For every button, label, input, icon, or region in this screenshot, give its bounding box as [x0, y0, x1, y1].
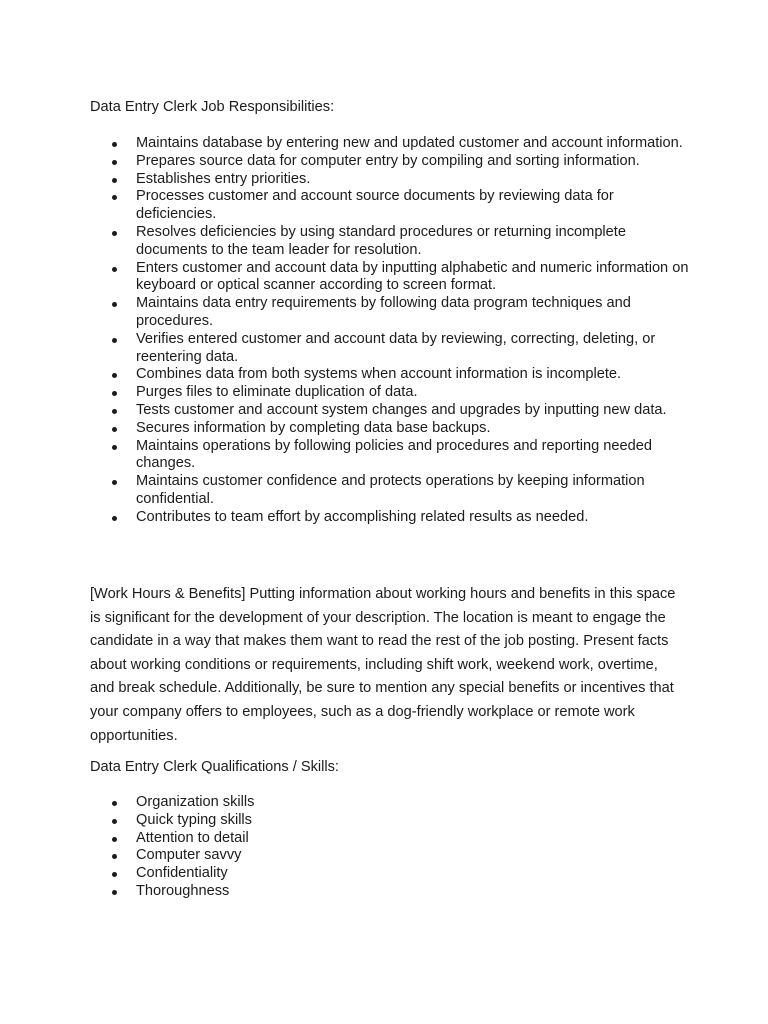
- list-item: [90, 865, 690, 883]
- list-item: [90, 438, 690, 474]
- list-item: [90, 473, 690, 509]
- list-item: [90, 830, 690, 848]
- list-item-text: Attention to detail: [136, 829, 249, 846]
- bullet-icon: [112, 890, 117, 895]
- bullet-icon: [112, 872, 117, 877]
- bullet-icon: [112, 391, 117, 396]
- list-item-text: Quick typing skills: [136, 811, 252, 828]
- list-item-text: Confidentiality: [136, 865, 228, 882]
- bullet-icon: [112, 837, 117, 842]
- list-item: [90, 260, 690, 296]
- bullet-icon: [112, 854, 117, 859]
- bullet-icon: [112, 409, 117, 414]
- bullet-icon: [112, 480, 117, 485]
- list-item-text: Tests customer and account system changes and upgrades by inputting new data.: [136, 401, 667, 418]
- list-item-text: Secures information by completing data base backups.: [136, 419, 491, 436]
- list-item-text: Contributes to team effort by accomplishing related results as needed.: [136, 508, 589, 525]
- list-item: [90, 812, 690, 830]
- list-item-text: Establishes entry priorities.: [136, 170, 311, 187]
- bullet-icon: [112, 445, 117, 450]
- list-item-text: Organization skills: [136, 794, 255, 810]
- list-item-text: Thoroughness: [136, 882, 230, 899]
- bullet-icon: [112, 373, 117, 378]
- bullet-icon: [112, 231, 117, 236]
- bullet-icon: [112, 178, 117, 183]
- bullet-icon: [112, 142, 117, 147]
- list-item: [90, 509, 690, 527]
- responsibilities-heading: Data Entry Clerk Job Responsibilities:: [90, 99, 335, 115]
- list-item: [90, 171, 690, 189]
- list-item-text: Resolves deficiencies by using standard procedures or returning incomplete documents to the team leader for resolution.: [136, 223, 626, 258]
- bullet-icon: [112, 801, 117, 806]
- list-item: [90, 794, 690, 812]
- list-item: [90, 366, 690, 384]
- bullet-icon: [112, 338, 117, 343]
- list-item-text: Combines data from both systems when account information is incomplete.: [136, 366, 622, 383]
- responsibilities-list: [90, 135, 690, 527]
- list-item: [90, 153, 690, 171]
- list-item-text: Purges files to eliminate duplication of data.: [136, 384, 418, 401]
- work-hours-benefits-paragraph: [Work Hours & Benefits] Putting information about working hours and benefits in this space is significant for the development of your description. The location is meant to engage the candidate in a way that makes them want to read the rest of the job posting. Present facts about working conditions or requirements, including shift work, weekend work, overtime, and break schedule. Additionally, be sure to mention any special benefits or incentives that your company offers to employees, such as a dog-friendly workplace or remote work opportunities.: [90, 586, 676, 744]
- bullet-icon: [112, 267, 117, 272]
- list-item: [90, 402, 690, 420]
- bullet-icon: [112, 160, 117, 165]
- skills-list: [90, 794, 690, 901]
- list-item: [90, 384, 690, 402]
- list-item: [90, 420, 690, 438]
- list-item: [90, 135, 690, 153]
- bullet-icon: [112, 819, 117, 824]
- list-item: [90, 883, 690, 901]
- list-item: [90, 224, 690, 260]
- list-item-text: Maintains customer confidence and protects operations by keeping information confidential.: [136, 473, 645, 507]
- qualifications-heading: Data Entry Clerk Qualifications / Skills:: [90, 759, 339, 775]
- list-item-text: Verifies entered customer and account data by reviewing, correcting, deleting, or reentering data.: [136, 330, 656, 365]
- list-item: [90, 188, 690, 224]
- bullet-icon: [112, 516, 117, 521]
- bullet-icon: [112, 302, 117, 307]
- list-item-text: Maintains data entry requirements by following data program techniques and procedures.: [136, 295, 631, 329]
- list-item-text: Processes customer and account source documents by reviewing data for deficiencies.: [136, 188, 614, 223]
- list-item-text: Prepares source data for computer entry by compiling and sorting information.: [136, 152, 640, 169]
- list-item: [90, 295, 690, 331]
- list-item-text: Maintains operations by following policies and procedures and reporting needed changes.: [136, 437, 652, 472]
- list-item-text: Enters customer and account data by inputting alphabetic and numeric information on keyboard or optical scanner according to screen format.: [136, 259, 689, 294]
- list-item-text: Computer savvy: [136, 847, 242, 864]
- bullet-icon: [112, 195, 117, 200]
- bullet-icon: [112, 427, 117, 432]
- list-item: [90, 847, 690, 865]
- list-item: [90, 331, 690, 367]
- list-item-text: Maintains database by entering new and updated customer and account information.: [136, 135, 683, 151]
